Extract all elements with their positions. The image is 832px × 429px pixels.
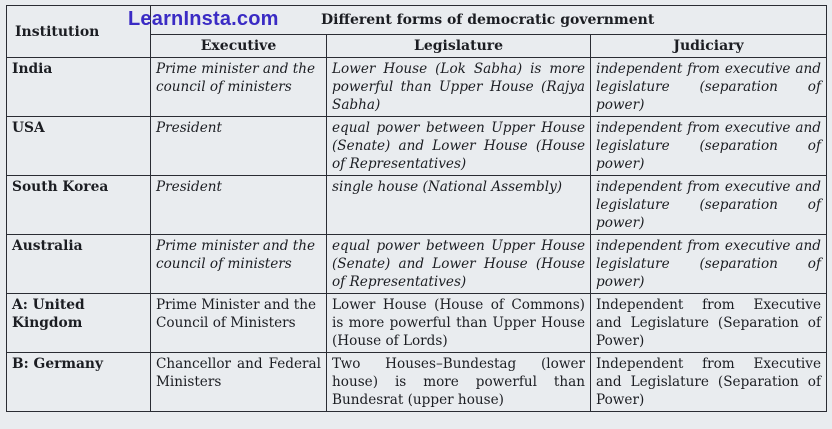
column-header-executive: Executive: [151, 35, 327, 58]
executive-cell: Prime minister and the council of ministers: [151, 58, 327, 117]
legislature-cell: Two Houses–Bundestag (lower house) is more powerful than Bundesrat (upper house): [327, 353, 591, 412]
judiciary-cell: independent from executive and legislature (separation of power): [591, 58, 827, 117]
legislature-cell: single house (National Assembly): [327, 176, 591, 235]
democratic-government-table: [6, 5, 827, 412]
learninsta-watermark: LearnInsta.com: [128, 8, 279, 30]
executive-cell: President: [151, 176, 327, 235]
table-row: [7, 117, 827, 176]
executive-cell: Chancellor and Federal Ministers: [151, 353, 327, 412]
table-row: [7, 176, 827, 235]
institution-cell: South Korea: [7, 176, 151, 235]
judiciary-cell: independent from executive and legislature (separation of power): [591, 235, 827, 294]
judiciary-cell: independent from executive and legislature (separation of power): [591, 176, 827, 235]
executive-cell: President: [151, 117, 327, 176]
legislature-cell: equal power between Upper House (Senate) and Lower House (House of Representatives): [327, 235, 591, 294]
table-row: [7, 235, 827, 294]
column-header-legislature: Legislature: [327, 35, 591, 58]
legislature-cell: Lower House (House of Commons) is more powerful than Upper House (House of Lords): [327, 294, 591, 353]
judiciary-cell: Independent from Executive and Legislature (Separation of Power): [591, 294, 827, 353]
institution-cell: A: United Kingdom: [7, 294, 151, 353]
institution-cell: Australia: [7, 235, 151, 294]
institution-header: Institution: [7, 6, 151, 58]
institution-cell: USA: [7, 117, 151, 176]
institution-cell: India: [7, 58, 151, 117]
column-header-judiciary: Judiciary: [591, 35, 827, 58]
table-row: [7, 353, 827, 412]
table-row: [7, 58, 827, 117]
legislature-cell: equal power between Upper House (Senate) and Lower House (House of Representatives): [327, 117, 591, 176]
institution-cell: B: Germany: [7, 353, 151, 412]
table-row: [7, 294, 827, 353]
legislature-cell: Lower House (Lok Sabha) is more powerful than Upper House (Rajya Sabha): [327, 58, 591, 117]
executive-cell: Prime minister and the council of ministers: [151, 235, 327, 294]
judiciary-cell: Independent from Executive and Legislature (Separation of Power): [591, 353, 827, 412]
executive-cell: Prime Minister and the Council of Ministers: [151, 294, 327, 353]
table-title: Different forms of democratic government: [151, 6, 827, 35]
judiciary-cell: independent from executive and legislature (separation of power): [591, 117, 827, 176]
